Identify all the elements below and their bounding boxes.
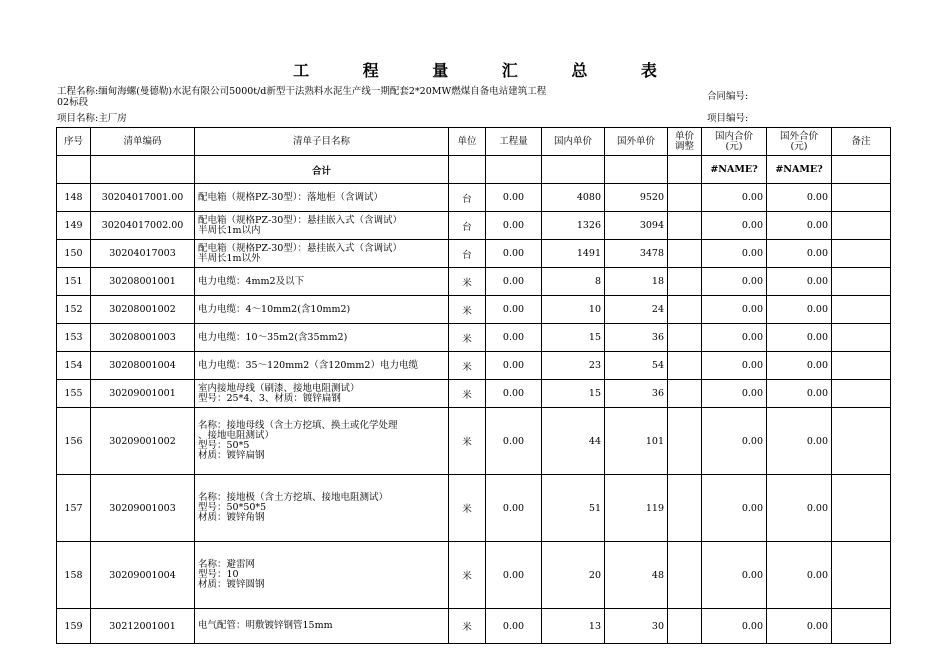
- row-foreign-total: 0.00: [767, 184, 832, 212]
- row-number: 156: [57, 408, 91, 475]
- row-domestic-price: 4080: [542, 184, 605, 212]
- row-number: 149: [57, 212, 91, 240]
- row-price-adjust: [668, 212, 702, 240]
- row-domestic-total: 0.00: [702, 475, 767, 542]
- row-item-name: 电力电缆：10～35m2(含35mm2): [195, 324, 449, 352]
- row-number: 154: [57, 352, 91, 380]
- row-domestic-total: 0.00: [702, 380, 767, 408]
- row-note: [832, 408, 891, 475]
- row-item-name: 电力电缆：35～120mm2（含120mm2）电力电缆: [195, 352, 449, 380]
- table-row: [57, 408, 891, 475]
- row-code: 30209001001: [91, 380, 195, 408]
- table-header-row: [57, 128, 891, 156]
- row-quantity: 0.00: [486, 296, 542, 324]
- row-item-name: 配电箱（规格PZ-30型）：悬挂嵌入式（含调试） 半周长1m以内: [195, 212, 449, 240]
- col-header-foreign-total: 国外合价 (元): [767, 128, 832, 156]
- row-item-name: 名称：接地母线（含土方挖填、换土或化学处理 、接地电阻测试） 型号：50*5 材质：镀锌扁钢: [195, 408, 449, 475]
- row-number: 150: [57, 240, 91, 268]
- row-item-name: 电力电缆：4mm2及以下: [195, 268, 449, 296]
- total-row: [57, 156, 891, 184]
- contract-number: 合同编号:: [707, 91, 749, 102]
- row-note: [832, 212, 891, 240]
- col-header-domestic-total: 国内合价 (元): [702, 128, 767, 156]
- col-header-no: 序号: [57, 128, 91, 156]
- row-domestic-total: 0.00: [702, 408, 767, 475]
- row-domestic-total: 0.00: [702, 184, 767, 212]
- row-unit: 米: [449, 380, 486, 408]
- row-note: [832, 542, 891, 609]
- total-label: 合计: [195, 156, 449, 184]
- row-domestic-price: 44: [542, 408, 605, 475]
- row-foreign-total: 0.00: [767, 609, 832, 644]
- row-unit: 台: [449, 184, 486, 212]
- row-unit: 台: [449, 212, 486, 240]
- row-domestic-price: 15: [542, 324, 605, 352]
- row-number: 152: [57, 296, 91, 324]
- row-domestic-price: 8: [542, 268, 605, 296]
- row-foreign-total: 0.00: [767, 268, 832, 296]
- row-note: [832, 380, 891, 408]
- row-code: 30204017003: [91, 240, 195, 268]
- table-row: [57, 352, 891, 380]
- row-code: 30209001002: [91, 408, 195, 475]
- row-domestic-total: 0.00: [702, 352, 767, 380]
- table-row: [57, 380, 891, 408]
- col-header-foreign-price: 国外单价: [605, 128, 668, 156]
- row-price-adjust: [668, 296, 702, 324]
- row-domestic-total: 0.00: [702, 268, 767, 296]
- row-domestic-total: 0.00: [702, 542, 767, 609]
- row-foreign-total: 0.00: [767, 212, 832, 240]
- row-item-name: 配电箱（规格PZ-30型）：落地柜（含调试）: [195, 184, 449, 212]
- row-number: 151: [57, 268, 91, 296]
- row-price-adjust: [668, 380, 702, 408]
- row-code: 30208001003: [91, 324, 195, 352]
- row-price-adjust: [668, 609, 702, 644]
- col-header-unit: 单位: [449, 128, 486, 156]
- col-header-quantity: 工程量: [486, 128, 542, 156]
- row-price-adjust: [668, 475, 702, 542]
- row-note: [832, 475, 891, 542]
- row-foreign-price: 24: [605, 296, 668, 324]
- row-code: 30209001004: [91, 542, 195, 609]
- row-price-adjust: [668, 240, 702, 268]
- row-domestic-price: 1491: [542, 240, 605, 268]
- row-note: [832, 609, 891, 644]
- row-foreign-price: 9520: [605, 184, 668, 212]
- col-header-name: 清单子目名称: [195, 128, 449, 156]
- item-number: 项目编号:: [707, 113, 749, 124]
- row-quantity: 0.00: [486, 475, 542, 542]
- row-number: 157: [57, 475, 91, 542]
- row-unit: 米: [449, 352, 486, 380]
- row-domestic-price: 23: [542, 352, 605, 380]
- row-domestic-total: 0.00: [702, 212, 767, 240]
- row-note: [832, 184, 891, 212]
- table-row: [57, 212, 891, 240]
- row-item-name: 名称：避雷网 型号：10 材质：镀锌圆钢: [195, 542, 449, 609]
- row-code: 30208001004: [91, 352, 195, 380]
- row-code: 30204017001.00: [91, 184, 195, 212]
- row-domestic-price: 20: [542, 542, 605, 609]
- foreign-total-value: #NAME?: [767, 156, 832, 184]
- row-foreign-total: 0.00: [767, 240, 832, 268]
- row-foreign-total: 0.00: [767, 380, 832, 408]
- row-unit: 米: [449, 609, 486, 644]
- row-domestic-price: 1326: [542, 212, 605, 240]
- row-foreign-price: 101: [605, 408, 668, 475]
- row-domestic-price: 15: [542, 380, 605, 408]
- table-row: [57, 475, 891, 542]
- row-foreign-total: 0.00: [767, 408, 832, 475]
- row-item-name: 室内接地母线（刷漆、接地电阻测试） 型号：25*4、3、材质：镀锌扁钢: [195, 380, 449, 408]
- row-code: 30204017002.00: [91, 212, 195, 240]
- row-note: [832, 324, 891, 352]
- row-code: 30208001002: [91, 296, 195, 324]
- row-foreign-total: 0.00: [767, 542, 832, 609]
- row-unit: 台: [449, 240, 486, 268]
- row-code: 30208001001: [91, 268, 195, 296]
- row-foreign-total: 0.00: [767, 352, 832, 380]
- row-foreign-price: 36: [605, 324, 668, 352]
- row-quantity: 0.00: [486, 352, 542, 380]
- row-number: 155: [57, 380, 91, 408]
- row-domestic-total: 0.00: [702, 296, 767, 324]
- row-quantity: 0.00: [486, 408, 542, 475]
- row-quantity: 0.00: [486, 380, 542, 408]
- row-domestic-total: 0.00: [702, 324, 767, 352]
- row-foreign-price: 48: [605, 542, 668, 609]
- row-number: 148: [57, 184, 91, 212]
- row-foreign-price: 119: [605, 475, 668, 542]
- table-row: [57, 542, 891, 609]
- row-number: 153: [57, 324, 91, 352]
- row-foreign-price: 54: [605, 352, 668, 380]
- row-code: 30212001001: [91, 609, 195, 644]
- quantity-summary-table: [56, 127, 891, 644]
- table-row: [57, 268, 891, 296]
- row-unit: 米: [449, 408, 486, 475]
- row-unit: 米: [449, 475, 486, 542]
- row-foreign-total: 0.00: [767, 475, 832, 542]
- table-row: [57, 609, 891, 644]
- row-price-adjust: [668, 542, 702, 609]
- row-foreign-total: 0.00: [767, 296, 832, 324]
- row-foreign-price: 18: [605, 268, 668, 296]
- row-domestic-price: 51: [542, 475, 605, 542]
- row-price-adjust: [668, 408, 702, 475]
- table-row: [57, 324, 891, 352]
- table-row: [57, 184, 891, 212]
- row-price-adjust: [668, 324, 702, 352]
- item-name: 项目名称:主厂房: [57, 113, 127, 124]
- row-quantity: 0.00: [486, 240, 542, 268]
- row-note: [832, 240, 891, 268]
- row-item-name: 配电箱（规格PZ-30型）：悬挂嵌入式（含调试） 半周长1m以外: [195, 240, 449, 268]
- row-price-adjust: [668, 184, 702, 212]
- row-code: 30209001003: [91, 475, 195, 542]
- row-quantity: 0.00: [486, 542, 542, 609]
- page-title: 工 程 量 汇 总 表: [293, 61, 681, 80]
- row-domestic-price: 13: [542, 609, 605, 644]
- row-foreign-total: 0.00: [767, 324, 832, 352]
- row-domestic-total: 0.00: [702, 240, 767, 268]
- row-number: 158: [57, 542, 91, 609]
- row-item-name: 名称：接地极（含土方挖填、接地电阻测试） 型号：50*50*5 材质：镀锌角钢: [195, 475, 449, 542]
- row-note: [832, 296, 891, 324]
- row-foreign-price: 36: [605, 380, 668, 408]
- row-item-name: 电气配管：明敷镀锌钢管15mm: [195, 609, 449, 644]
- row-domestic-price: 10: [542, 296, 605, 324]
- col-header-code: 清单编码: [91, 128, 195, 156]
- row-note: [832, 352, 891, 380]
- col-header-price-adjust: 单价 调整: [668, 128, 702, 156]
- domestic-total-value: #NAME?: [702, 156, 767, 184]
- table-row: [57, 240, 891, 268]
- row-quantity: 0.00: [486, 324, 542, 352]
- row-unit: 米: [449, 268, 486, 296]
- row-quantity: 0.00: [486, 212, 542, 240]
- project-name: 工程名称:缅甸海螺(曼德勒)水泥有限公司5000t/d新型干法熟料水泥生产线一期配套2*20MW燃煤自备电站建筑工程02标段: [57, 86, 547, 108]
- table-row: [57, 296, 891, 324]
- row-unit: 米: [449, 324, 486, 352]
- row-number: 159: [57, 609, 91, 644]
- row-note: [832, 268, 891, 296]
- row-unit: 米: [449, 542, 486, 609]
- col-header-domestic-price: 国内单价: [542, 128, 605, 156]
- row-quantity: 0.00: [486, 609, 542, 644]
- row-quantity: 0.00: [486, 268, 542, 296]
- col-header-note: 备注: [832, 128, 891, 156]
- row-price-adjust: [668, 352, 702, 380]
- row-price-adjust: [668, 268, 702, 296]
- row-quantity: 0.00: [486, 184, 542, 212]
- row-foreign-price: 3478: [605, 240, 668, 268]
- row-foreign-price: 30: [605, 609, 668, 644]
- row-foreign-price: 3094: [605, 212, 668, 240]
- row-unit: 米: [449, 296, 486, 324]
- row-domestic-total: 0.00: [702, 609, 767, 644]
- row-item-name: 电力电缆：4～10mm2(含10mm2): [195, 296, 449, 324]
